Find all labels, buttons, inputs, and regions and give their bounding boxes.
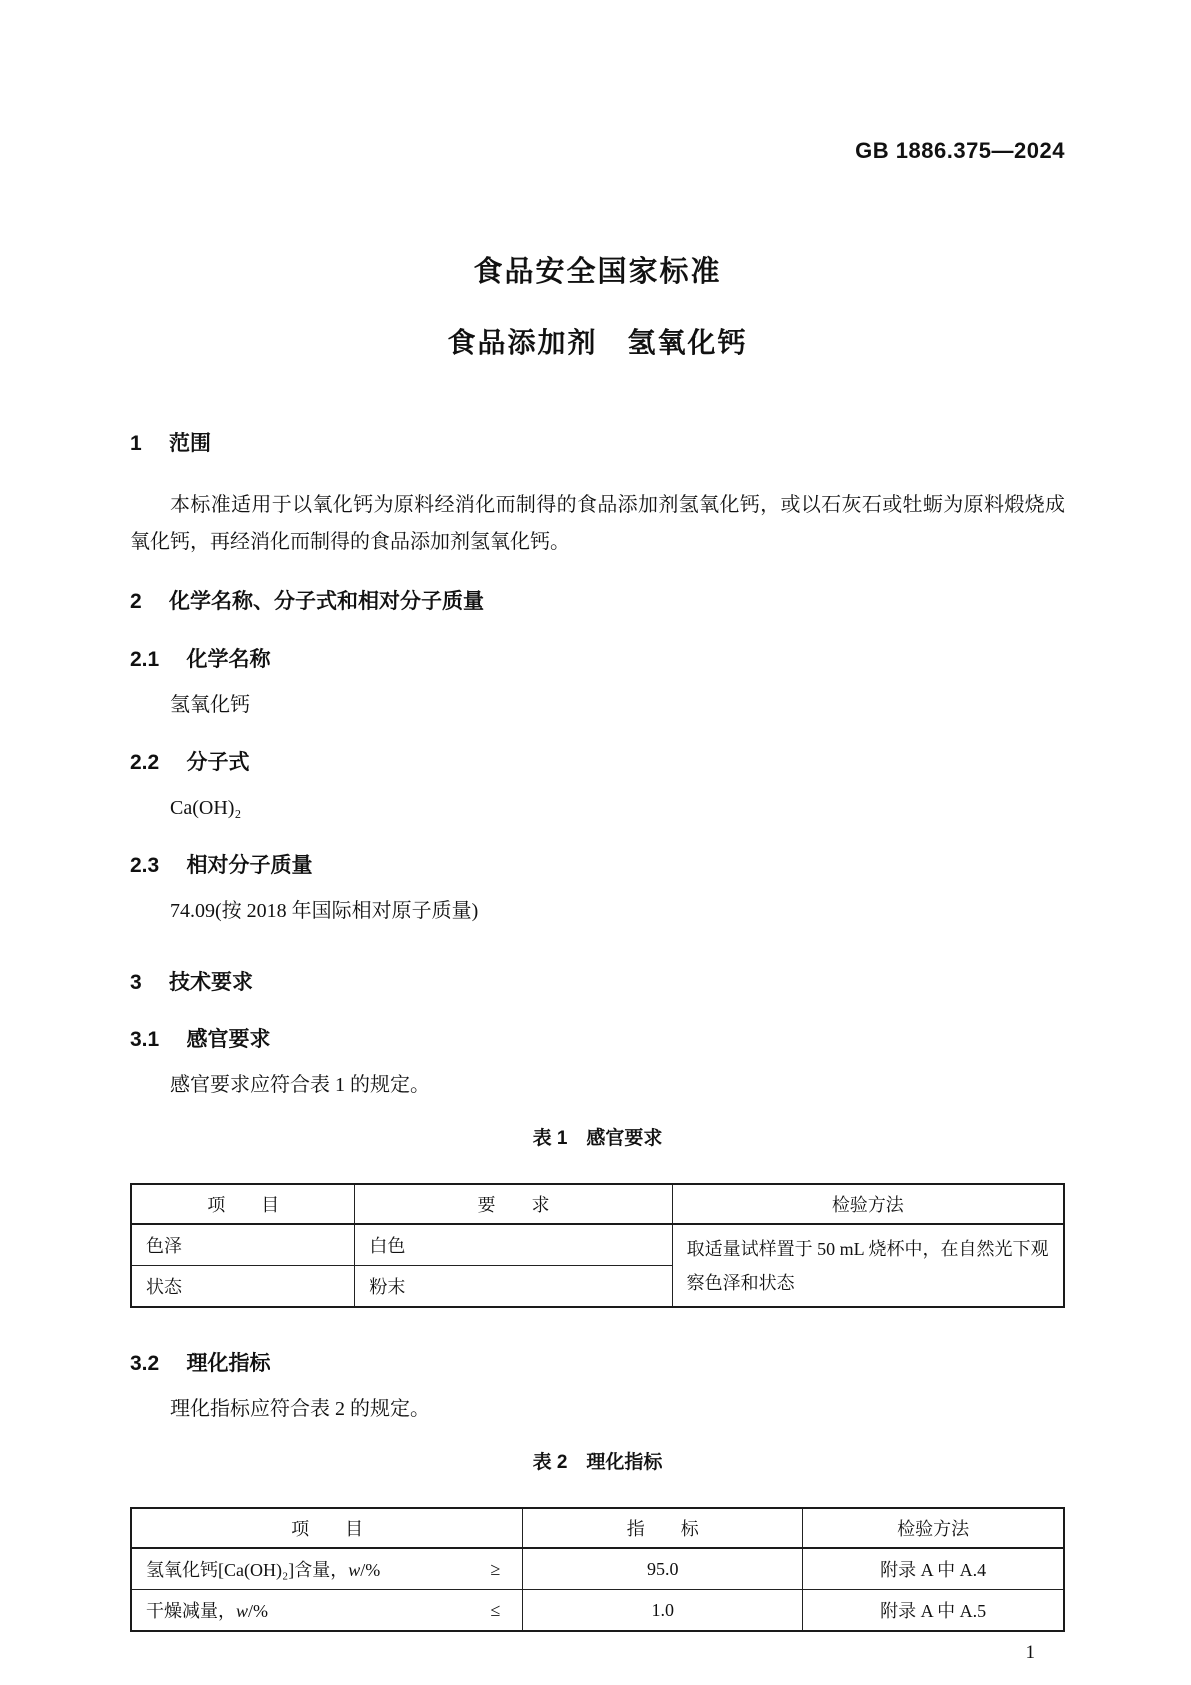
- section-3-1-number: 3.1: [130, 1028, 160, 1051]
- molecular-formula-text: Ca(OH)₂: [170, 797, 242, 819]
- variable-w: w: [236, 1601, 249, 1621]
- table2-row1-item: [131, 1548, 523, 1590]
- section-3-2-heading: [130, 1353, 1065, 1375]
- section-3-1-title: 感官要求: [186, 1028, 271, 1051]
- section-2-3-heading: [130, 855, 1065, 877]
- section-1-number: 1: [130, 432, 142, 455]
- table1-header-item: 项 目: [131, 1184, 355, 1224]
- section-2-heading: [130, 591, 1065, 613]
- document-title: 食品安全国家标准: [473, 256, 722, 288]
- section-3-2-title: 理化指标: [186, 1352, 271, 1375]
- table1-row2-requirement: 粉末: [355, 1266, 672, 1308]
- table2-header-method: 检验方法: [803, 1508, 1064, 1548]
- table1-caption: 表 1 感官要求: [532, 1128, 663, 1149]
- table2-row1-value: 95.0: [523, 1548, 803, 1590]
- molecular-weight-text: 74.09(按 2018 年国际相对原子质量): [170, 900, 479, 922]
- section-2-2-heading: [130, 752, 1065, 774]
- table1-row1-item: 色泽: [131, 1224, 355, 1266]
- section-2-1-number: 2.1: [130, 648, 160, 671]
- table1-header-method: 检验方法: [672, 1184, 1064, 1224]
- table2-caption: 表 2 理化指标: [532, 1452, 663, 1473]
- table-row: [131, 1590, 1064, 1632]
- table1-sensory-requirements: [130, 1183, 1065, 1308]
- table2-physicochemical-indicators: [130, 1507, 1065, 1632]
- section-1-title: 范围: [168, 432, 211, 455]
- section-3-heading: [130, 972, 1065, 994]
- sensory-requirement-note: 感官要求应符合表 1 的规定。: [170, 1074, 430, 1096]
- table2-row1-item-label: 氢氧化钙[Ca(OH)₂]含量，w/%: [146, 1560, 381, 1580]
- section-1-heading: [130, 433, 1065, 455]
- standard-number: GB 1886.375—2024: [855, 138, 1065, 163]
- section-1-paragraph: 本标准适用于以氧化钙为原料经消化而制得的食品添加剂氢氧化钙，或以石灰石或牡蛎为原料煅烧成氧化钙，再经消化而制得的食品添加剂氢氧化钙。: [130, 494, 1065, 553]
- table2-row2-value: 1.0: [523, 1590, 803, 1632]
- table2-row2-item-label: 干燥减量，w/%: [146, 1601, 269, 1621]
- section-3-2-number: 3.2: [130, 1352, 160, 1375]
- chemical-name-text: 氢氧化钙: [170, 694, 250, 716]
- table1-row2-item: 状态: [131, 1266, 355, 1308]
- gte-operator: ≥: [490, 1558, 501, 1579]
- table1-row1-requirement: 白色: [355, 1224, 672, 1266]
- table1-header-requirement: 要 求: [355, 1184, 672, 1224]
- lte-operator: ≤: [490, 1599, 501, 1620]
- table2-header-item: 项 目: [131, 1508, 523, 1548]
- page-number: 1: [1025, 1642, 1035, 1663]
- section-2-3-title: 相对分子质量: [186, 854, 313, 877]
- section-2-1-title: 化学名称: [186, 648, 271, 671]
- table2-header-row: [131, 1508, 1064, 1548]
- physicochemical-note: 理化指标应符合表 2 的规定。: [170, 1398, 430, 1420]
- document-subtitle: 食品添加剂 氢氧化钙: [447, 327, 748, 358]
- table1-header-row: [131, 1184, 1064, 1224]
- section-2-1-heading: [130, 649, 1065, 671]
- section-2-number: 2: [130, 590, 142, 613]
- section-2-2-title: 分子式: [186, 751, 250, 774]
- table2-row1-method: 附录 A 中 A.4: [803, 1548, 1064, 1590]
- variable-w: w: [348, 1560, 361, 1580]
- section-2-title: 化学名称、分子式和相对分子质量: [168, 590, 484, 613]
- section-3-1-heading: [130, 1029, 1065, 1051]
- section-2-3-number: 2.3: [130, 854, 160, 877]
- section-3-title: 技术要求: [168, 971, 253, 994]
- table-row: [131, 1548, 1064, 1590]
- table1-method-cell: 取适量试样置于 50 mL 烧杯中，在自然光下观察色泽和状态: [672, 1224, 1064, 1307]
- section-2-2-number: 2.2: [130, 751, 160, 774]
- section-3-number: 3: [130, 971, 142, 994]
- table2-row2-item: [131, 1590, 523, 1632]
- table2-header-indicator: 指 标: [523, 1508, 803, 1548]
- table2-row2-method: 附录 A 中 A.5: [803, 1590, 1064, 1632]
- table-row: [131, 1224, 1064, 1266]
